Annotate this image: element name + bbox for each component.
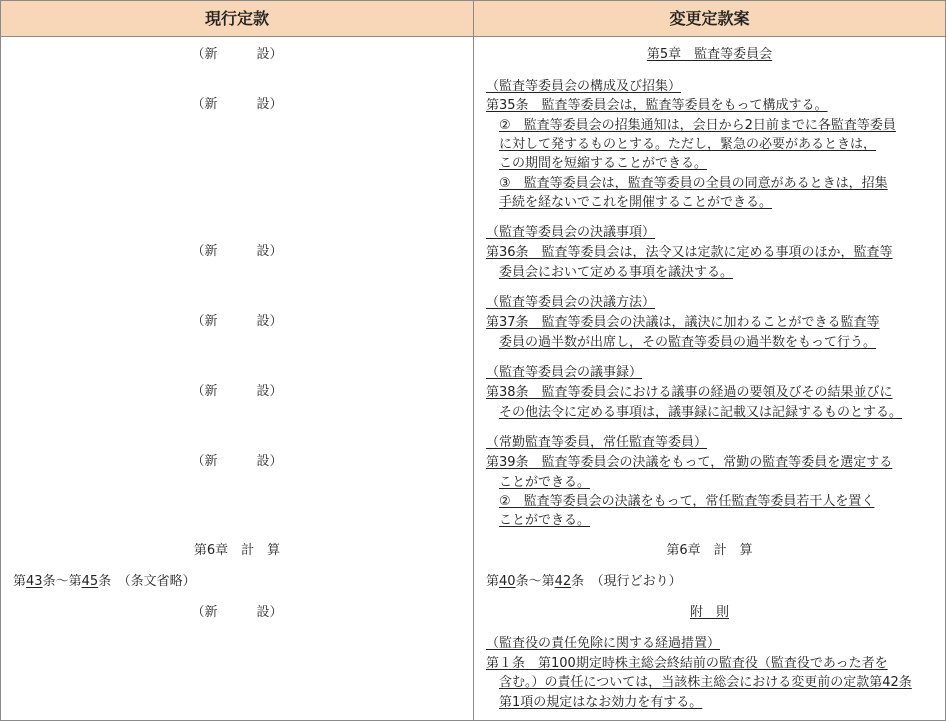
new-mark: （新 設） <box>191 605 283 620</box>
article-text: この期間を短縮することができる。 <box>499 156 708 171</box>
article-caption: （監査等委員会の決議方法） <box>486 295 656 310</box>
article-text: 第38条 監査等委員会における議事の経過の要領及びその結果並びに <box>486 385 893 400</box>
supplementary-provisions-heading: 附 則 <box>689 605 729 620</box>
article-text: 第36条 監査等委員会は，法令又は定款に定める事項のほか，監査等 <box>486 245 893 260</box>
new-mark: （新 設） <box>191 454 283 469</box>
new-mark: （新 設） <box>191 47 283 62</box>
article-text: 第39条 監査等委員会の決議をもって，常勤の監査等委員を選定する <box>486 455 893 470</box>
article-text: 委員の過半数が出席し，その監査等委員の過半数をもって行う。 <box>499 335 877 350</box>
article-caption: （監査役の責任免除に関する経過措置） <box>486 636 721 651</box>
article-range: 第40条～第42条 （現行どおり） <box>486 574 682 589</box>
article-caption: （監査等委員会の議事録） <box>486 365 643 380</box>
proposed-articles-header: 変更定款案 <box>669 9 750 28</box>
article-text: ② 監査等委員会の決議をもって，常任監査等委員若干人を置く <box>499 494 875 509</box>
article-text: 第1項の規定はなお効力を有する。 <box>499 695 703 710</box>
article-text: 第35条 監査等委員会は，監査等委員をもって構成する。 <box>486 98 828 113</box>
article-text: 第37条 監査等委員会の決議は，議決に加わることができる監査等 <box>486 315 880 330</box>
chapter-heading: 第6章 計 算 <box>193 543 281 558</box>
article-text: ② 監査等委員会の招集通知は，会日から2日前までに各監査等委員 <box>499 118 896 133</box>
article-text: 含む。）の責任については，当該株主総会における変更前の定款第42条 <box>499 675 912 690</box>
article-caption: （監査等委員会の構成及び招集） <box>486 79 682 94</box>
article-text: 手続を経ないでこれを開催することができる。 <box>499 195 773 210</box>
article-text: ことができる。 <box>499 475 591 490</box>
chapter-heading: 第5章 監査等委員会 <box>646 47 773 62</box>
new-mark: （新 設） <box>191 97 283 112</box>
article-caption: （監査等委員会の決議事項） <box>486 225 656 240</box>
article-text: 第１条 第100期定時株主総会終結前の監査役（監査役であった者を <box>486 656 888 671</box>
article-text: に対して発するものとする。ただし，緊急の必要があるときは， <box>499 137 877 152</box>
article-caption: （常勤監査等委員，常任監査等委員） <box>486 435 708 450</box>
current-articles-header: 現行定款 <box>204 9 269 28</box>
chapter-heading: 第6章 計 算 <box>666 543 753 558</box>
new-mark: （新 設） <box>191 384 283 399</box>
new-mark: （新 設） <box>191 314 283 329</box>
article-range: 第43条～第45条 （条文省略） <box>13 574 196 589</box>
article-text: ことができる。 <box>499 513 591 528</box>
article-text: ③ 監査等委員会は，監査等委員の全員の同意があるときは，招集 <box>499 176 888 191</box>
article-text: その他法令に定める事項は，議事録に記載又は記録するものとする。 <box>499 405 903 420</box>
new-mark: （新 設） <box>191 244 283 259</box>
article-text: 委員会において定める事項を議決する。 <box>499 265 734 280</box>
